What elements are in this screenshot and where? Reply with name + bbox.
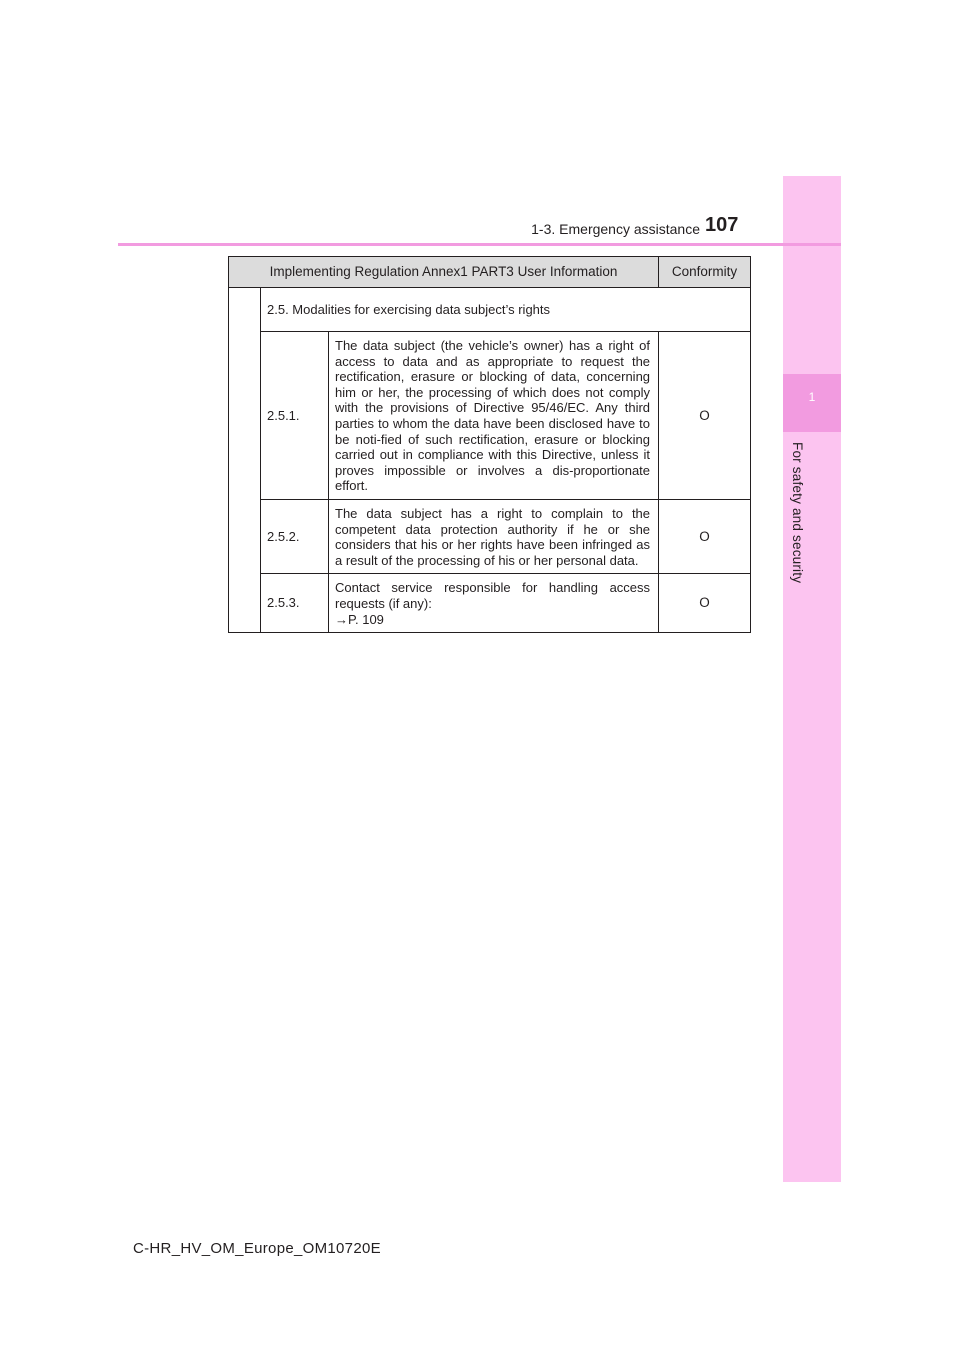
chapter-number: 1 (808, 390, 816, 404)
conformity-mark: O (659, 499, 751, 573)
item-text: The data subject (the vehicle’s owner) has a right of access to data and as appropriate to request the rectification, erasure or blocking of data, concerning him or her, the processing of which does not comply with the provisions of Directive 95/46/EC. Any third parties to whom the data have been disclosed have to be noti-fied of such rectification, erasure or blocking carried out in compliance with this Directive, unless it proves impossible or involves a dis-proportionate effort. (329, 332, 659, 500)
chapter-title: For safety and security (790, 442, 805, 584)
item-text: The data subject has a right to complain to the competent data protection authority if he or she considers that his or her rights have been infringed as a result of the processing of his or her personal data. (329, 499, 659, 573)
conformity-mark: O (659, 574, 751, 633)
conformity-mark: O (659, 332, 751, 500)
page-reference-link[interactable]: →P. 109 (335, 611, 384, 627)
section-subheading: 2.5. Modalities for exercising data subject’s rights (261, 288, 751, 332)
table-row (229, 574, 751, 633)
chapter-side-tab (783, 176, 841, 1182)
table-row (229, 288, 751, 332)
table-header-row (229, 257, 751, 288)
item-number: 2.5.2. (261, 499, 329, 573)
item-text (329, 574, 659, 633)
document-code: C-HR_HV_OM_Europe_OM10720E (133, 1240, 381, 1257)
section-title: 1-3. Emergency assistance (531, 221, 700, 237)
user-information-table (228, 256, 751, 633)
table-row (229, 332, 751, 500)
item-number: 2.5.3. (261, 574, 329, 633)
item-number: 2.5.1. (261, 332, 329, 500)
table-header-main: Implementing Regulation Annex1 PART3 User Information (229, 257, 659, 288)
indent-cell (229, 288, 261, 633)
table-header-conformity: Conformity (659, 257, 751, 288)
page-number: 107 (705, 214, 739, 236)
item-text-line: Contact service responsible for handling access requests (if any): (335, 580, 651, 611)
header-divider (118, 243, 841, 246)
table-row (229, 499, 751, 573)
